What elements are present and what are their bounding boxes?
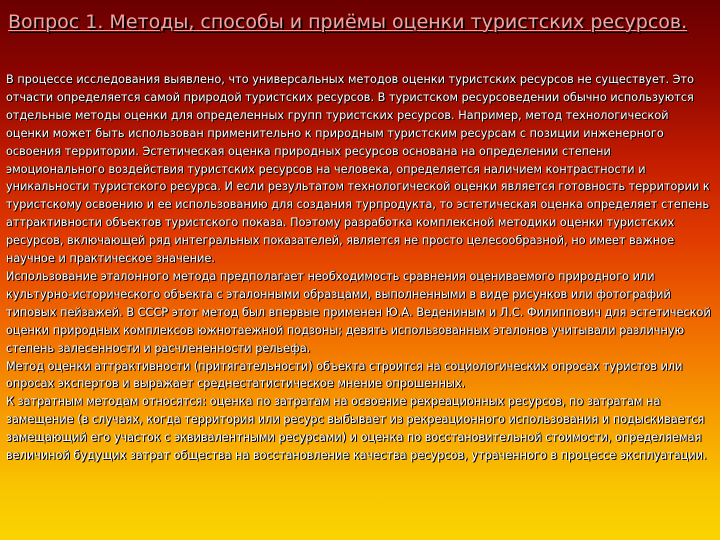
slide-title: Вопрос 1. Методы, способы и приёмы оценки туристских ресурсов. — [8, 11, 688, 33]
paragraph-reference-method: Использование эталонного метода предполагает необходимость сравнения оцениваемого природного или культурно-исторического объекта с эталонными образцами, выполненными в виде рисунков или фотографий типовых пейзажей. В СССР этот метод был впервые применен Ю.А. Ведениным и Л.С. Филиппович для эстетической оценки природных комплексов южнотаежной подзоны; девять использованных эталонов учитывали различную степень залесенности и расчлененности рельефа. — [6, 269, 711, 355]
paragraph-cost-methods: К затратным методам относятся: оценка по затратам на освоение рекреационных ресурсов, по затратам на замещение (в случаях, когда территория или ресурс выбывает из рекреационного использования и подыскивается замещающий его участок с эквивалентными ресурсами) и оценка по восстановительной стоимости, определяемая величиной будущих затрат общества на восстановление качества ресурсов, утраченного в процессе эксплуатации. — [6, 395, 707, 463]
paragraph-attractiveness-method: Метод оценки аттрактивности (притягательности) объекта строится на социологических опросах туристов или опросах экспертов и выражает среднестатистическое мнение опрошенных. — [6, 359, 683, 391]
paragraph-resource-assessment-methods: В процессе исследования выявлено, что универсальных методов оценки туристских ресурсов не существует. Это отчасти определяется самой природой туристских ресурсов. В туристском ресурсоведении обычно используются отдельные методы оценки для определенных групп туристских ресурсов. Например, метод технологической оценки может быть использован применительно к природным туристским ресурсам с позиции инженерного освоения территории. Эстетическая оценка природных ресурсов основана на определении степени эмоционального воздействия туристских ресурсов на человека, определяется наличием контрастности и уникальности туристского ресурса. И если результатом технологической оценки является готовность территории к туристскому освоению и ее использованию для создания турпродукта, то эстетическая оценка определяет степень аттрактивности объектов туристского показа. Поэтому разработка комплексной методики оценки туристских ресурсов, включающей ряд интегральных показателей, является не просто целесообразной, но имеет важное научное и практическое значение. — [6, 73, 710, 266]
slide-body — [6, 71, 712, 465]
